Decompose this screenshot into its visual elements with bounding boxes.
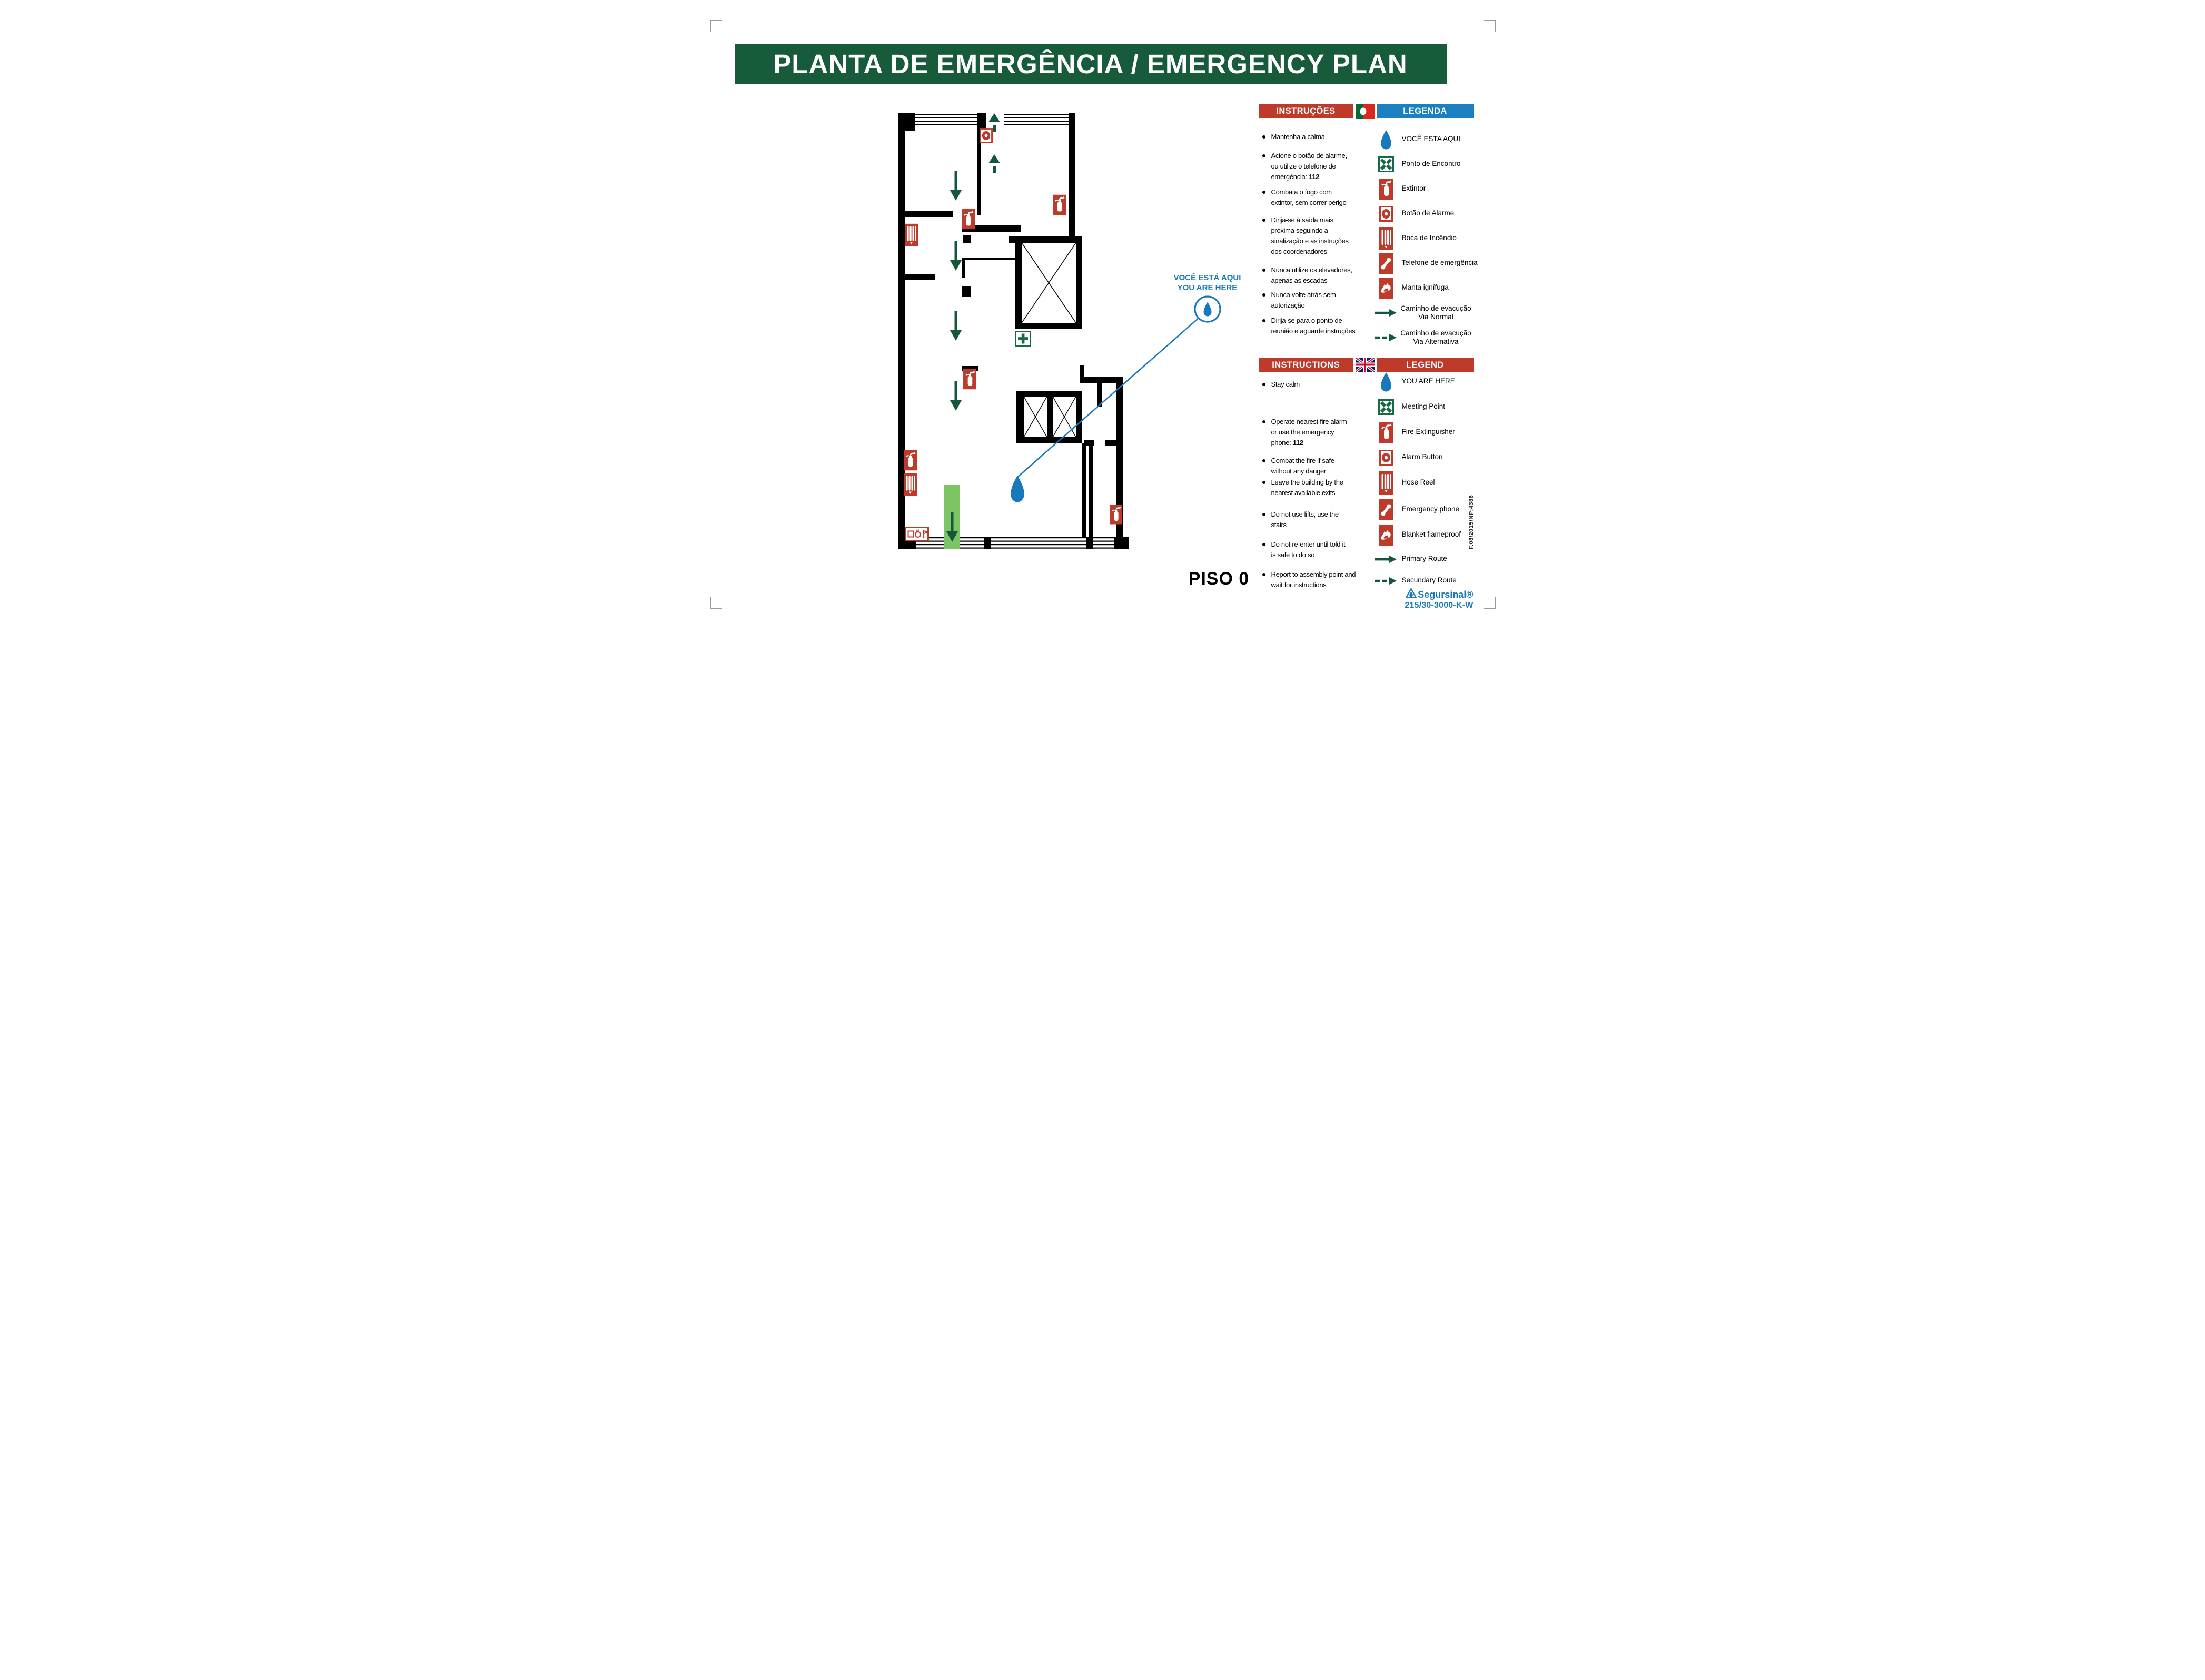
callout-line-en: YOU ARE HERE xyxy=(1177,283,1238,292)
alarm-button-icon xyxy=(1379,206,1393,222)
list-bullet xyxy=(1262,293,1265,297)
list-bullet xyxy=(1262,135,1265,139)
instruction-line: wait for instructions xyxy=(1271,581,1327,589)
instruction-line: Combat the fire if safe xyxy=(1271,457,1334,465)
legend-label: Caminho de evacução Via Normal xyxy=(1400,304,1471,321)
evacuation-arrow-down xyxy=(954,381,957,401)
instruction-line: ou utilize o telefone de xyxy=(1271,162,1336,170)
instruction-line: stairs xyxy=(1271,521,1287,529)
evacuation-arrow-down xyxy=(954,171,957,191)
instruction-line: Acione o botão de alarme, xyxy=(1271,152,1347,160)
document-code: F.08/2015/NP:4386 xyxy=(1468,495,1475,549)
legend-label: Ponto de Encontro xyxy=(1401,160,1461,167)
alarm-button-icon xyxy=(1379,450,1393,466)
list-bullet xyxy=(1262,383,1265,386)
fire-extinguisher-icon xyxy=(1379,179,1393,200)
instruction-line: dos coordenadores xyxy=(1271,248,1327,255)
list-bullet xyxy=(1262,459,1265,462)
instruction-line: Dirija-se para o ponto de xyxy=(1271,317,1342,324)
instruction-line: Nunca utilize os elevadores, xyxy=(1271,266,1352,274)
legend-label: Emergency phone xyxy=(1401,505,1460,513)
instruction-line: Do not use lifts, use the xyxy=(1271,510,1339,518)
you-are-here-marker xyxy=(1011,476,1024,502)
fire-blanket-icon xyxy=(1379,525,1393,546)
emergency-phone-icon xyxy=(1379,253,1393,274)
legend-label: Extintor xyxy=(1401,184,1426,192)
instruction-line: is safe to do so xyxy=(1271,551,1315,559)
fire-blanket-icon xyxy=(1379,278,1393,299)
legend-label: Primary Route xyxy=(1401,555,1447,562)
legend-label: Manta ignífuga xyxy=(1401,283,1449,291)
droplet-icon xyxy=(1380,130,1392,150)
callout-line-pt: VOCÊ ESTÁ AQUI xyxy=(1173,273,1241,282)
evacuation-arrow-down xyxy=(950,400,962,411)
evacuation-arrow-up-dashed xyxy=(993,125,996,132)
list-bullet xyxy=(1262,219,1265,222)
legend-pt-header: LEGENDA xyxy=(1377,104,1474,118)
meeting-point-icon xyxy=(1378,156,1394,172)
hose-reel-icon xyxy=(1379,227,1393,250)
portugal-flag-icon xyxy=(1356,104,1375,122)
instruction-line: without any danger xyxy=(1271,467,1326,475)
route-dashed-icon xyxy=(1375,333,1397,342)
stair-shaft-cross xyxy=(1022,243,1076,323)
evacuation-arrow-down xyxy=(950,260,962,271)
instructions-en-header: INSTRUCTIONS xyxy=(1259,358,1353,372)
instruction-line: Combata o fogo com xyxy=(1271,188,1332,196)
legend-label: Telefone de emergência xyxy=(1401,259,1478,266)
evacuation-arrow-down xyxy=(954,311,957,331)
droplet-icon xyxy=(1380,372,1392,392)
instruction-line: Operate nearest fire alarm xyxy=(1271,418,1347,426)
instructions-pt-header: INSTRUÇÕES xyxy=(1259,104,1353,118)
brand-model: 215/30-3000-K-W xyxy=(1405,601,1474,610)
list-bullet xyxy=(1262,154,1265,157)
meeting-point-icon xyxy=(1378,399,1394,415)
segursinal-logo-icon xyxy=(1406,588,1417,601)
route-dashed-icon xyxy=(1375,577,1397,585)
legend-label: Meeting Point xyxy=(1401,402,1446,410)
instruction-line: emergência: 112 xyxy=(1271,173,1320,181)
legend-label: Caminho de evacução Via Alternativa xyxy=(1400,329,1471,345)
legend-label: Hose Reel xyxy=(1401,478,1435,486)
evacuation-arrow-down xyxy=(950,330,962,341)
instruction-line: reunião e aguarde instruções xyxy=(1271,327,1356,335)
evacuation-arrow-down xyxy=(951,512,953,532)
evacuation-arrow-up-dashed xyxy=(993,166,996,173)
instruction-line: próxima seguindo a xyxy=(1271,226,1328,234)
legend-label: Secundary Route xyxy=(1401,576,1457,584)
list-bullet xyxy=(1262,481,1265,484)
instruction-line: nearest available exits xyxy=(1271,489,1336,497)
list-bullet xyxy=(1262,513,1265,516)
uk-flag-icon xyxy=(1356,358,1375,374)
list-bullet xyxy=(1262,420,1265,423)
instruction-line: Report to assembly point and xyxy=(1271,570,1356,578)
instruction-line: Do not re-enter until told it xyxy=(1271,540,1346,548)
instruction-line: Stay calm xyxy=(1271,380,1300,388)
instruction-line: phone: 112 xyxy=(1271,439,1303,447)
list-bullet xyxy=(1262,543,1265,546)
legend-label: Fire Extinguisher xyxy=(1401,428,1455,436)
instruction-line: Nunca volte atrás sem xyxy=(1271,291,1336,299)
list-bullet xyxy=(1262,573,1265,576)
evacuation-arrow-up-dashed xyxy=(988,113,1000,122)
instruction-line: autorização xyxy=(1271,301,1305,309)
instruction-line: Leave the building by the xyxy=(1271,478,1343,486)
legend-label: Blanket flameproof xyxy=(1401,530,1461,538)
evacuation-arrow-down xyxy=(954,241,957,261)
legend-label: Alarm Button xyxy=(1401,453,1443,461)
fire-extinguisher-icon xyxy=(1379,422,1393,443)
route-solid-icon xyxy=(1375,309,1397,317)
hose-reel-icon xyxy=(1379,471,1393,495)
legend-label: VOCÊ ESTA AQUI xyxy=(1401,135,1461,143)
instruction-line: or use the emergency xyxy=(1271,428,1334,436)
route-solid-icon xyxy=(1375,555,1397,564)
list-bullet xyxy=(1262,319,1265,322)
brand-name: Segursinal® xyxy=(1418,589,1474,600)
you-are-here-callout xyxy=(1155,273,1260,293)
instruction-line: Mantenha a calma xyxy=(1271,133,1325,141)
instruction-line: apenas as escadas xyxy=(1271,276,1328,284)
legend-label: YOU ARE HERE xyxy=(1401,377,1455,385)
brand-block xyxy=(1364,588,1474,610)
legend-label: Boca de Incêndio xyxy=(1401,234,1457,242)
instruction-line: Dirija-se à saìda mais xyxy=(1271,216,1333,224)
emergency-plan-poster xyxy=(690,0,1516,629)
instruction-line: sinalização e as instruções xyxy=(1271,237,1349,245)
emergency-phone-icon xyxy=(1379,499,1393,520)
page-title: PLANTA DE EMERGÊNCIA / EMERGENCY PLAN xyxy=(773,49,1408,79)
evacuation-arrow-down xyxy=(950,190,962,201)
floor-label: PISO 0 xyxy=(1188,569,1250,589)
list-bullet xyxy=(1262,269,1265,272)
legend-en-header: LEGEND xyxy=(1377,358,1474,372)
list-bullet xyxy=(1262,191,1265,194)
instruction-line: extintor, sem correr perigo xyxy=(1271,199,1347,206)
evacuation-arrow-up-dashed xyxy=(988,154,1000,163)
legend-label: Botão de Alarme xyxy=(1401,209,1455,217)
